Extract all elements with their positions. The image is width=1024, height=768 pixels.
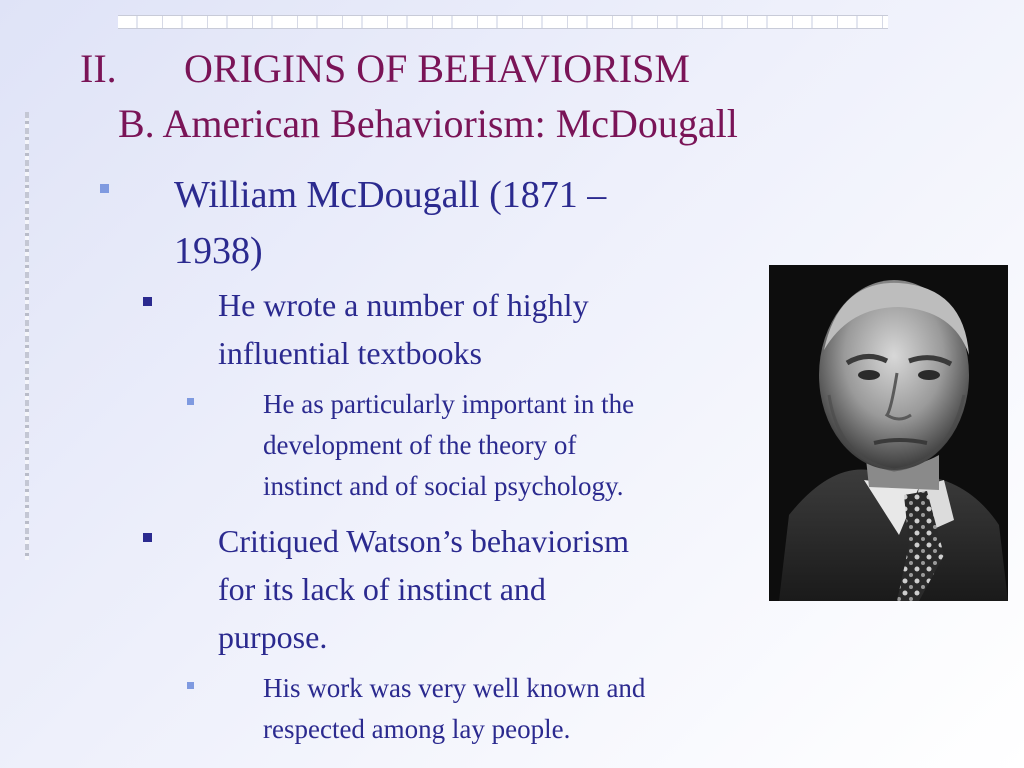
portrait-illustration bbox=[769, 265, 1008, 601]
bullet-line: William McDougall (1871 – bbox=[174, 174, 607, 216]
bullet-line: His work was very well known and bbox=[263, 673, 646, 703]
left-decorative-rule bbox=[25, 112, 29, 560]
slide-subtitle: B. American Behaviorism: McDougall bbox=[118, 101, 738, 146]
top-decorative-rule bbox=[118, 15, 888, 29]
square-bullet-icon bbox=[187, 398, 194, 405]
title-heading: ORIGINS OF BEHAVIORISM bbox=[184, 46, 690, 91]
bullet-line: influential textbooks bbox=[218, 335, 482, 371]
bullet-line: development of the theory of bbox=[263, 430, 577, 460]
square-bullet-icon bbox=[100, 184, 109, 193]
bullet-line: for its lack of instinct and bbox=[218, 571, 546, 607]
bullet-line: He wrote a number of highly bbox=[218, 287, 589, 323]
bullet-line: purpose. bbox=[218, 619, 328, 655]
square-bullet-icon bbox=[143, 533, 152, 542]
square-bullet-icon bbox=[143, 297, 152, 306]
bullet-line: 1938) bbox=[174, 230, 263, 272]
portrait-photo bbox=[769, 265, 1008, 601]
bullet-line: He as particularly important in the bbox=[263, 389, 635, 419]
square-bullet-icon bbox=[187, 682, 194, 689]
title-number: II. bbox=[80, 46, 117, 91]
bullet-line: Critiqued Watson’s behaviorism bbox=[218, 523, 630, 559]
bullet-line: respected among lay people. bbox=[263, 714, 571, 744]
bullet-line: instinct and of social psychology. bbox=[263, 471, 624, 501]
slide-title bbox=[80, 46, 690, 92]
